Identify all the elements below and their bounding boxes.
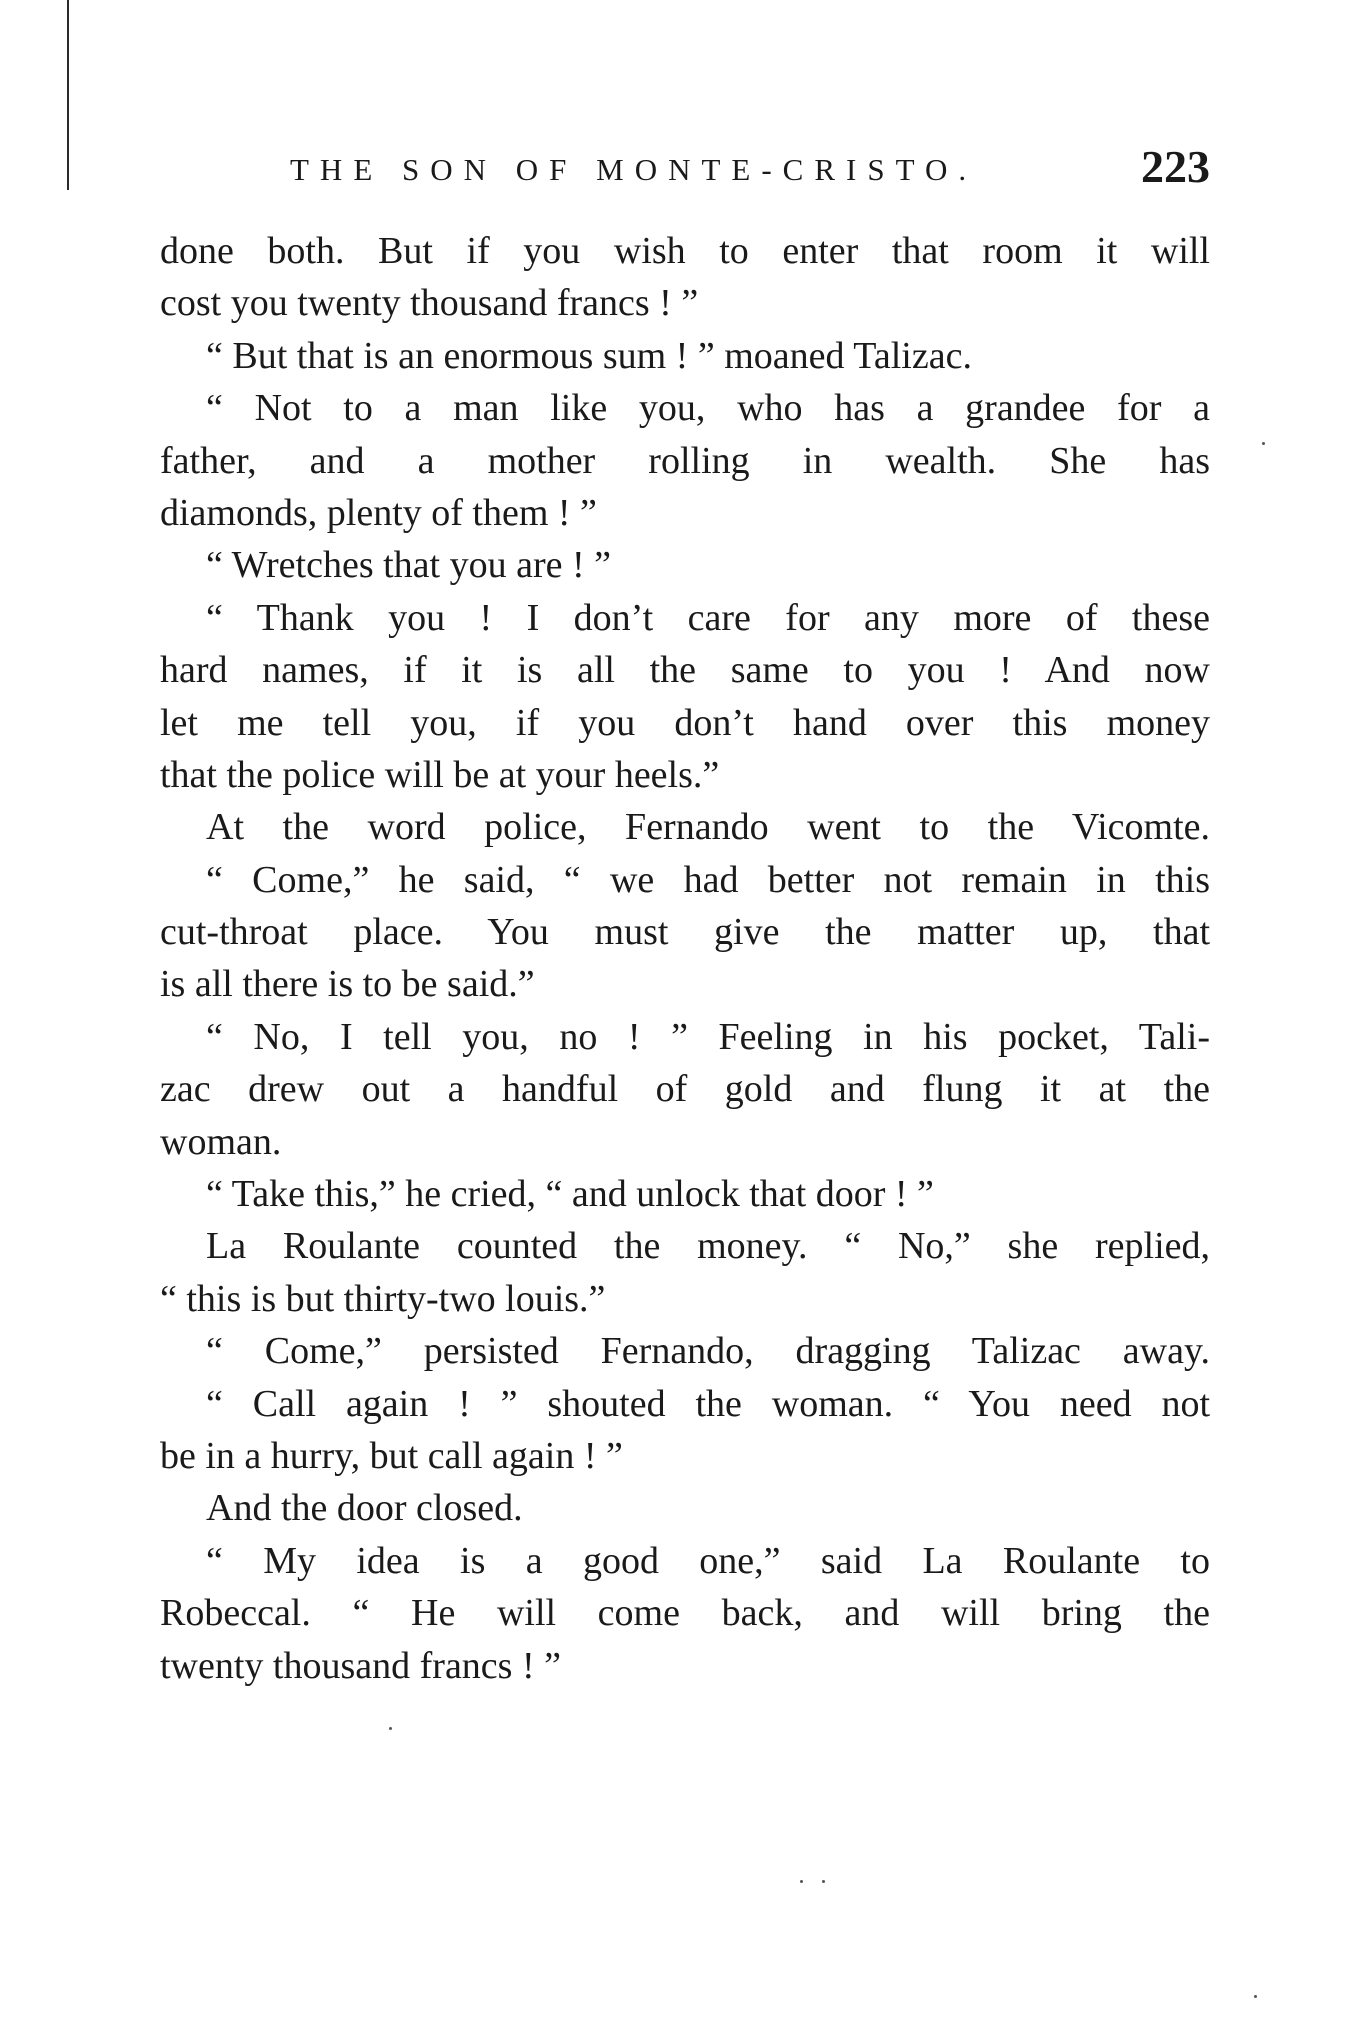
text-line: Robeccal. “ He will come back, and will bring the <box>160 1592 1210 1635</box>
running-title: THE SON OF MONTE-CRISTO. <box>290 152 978 187</box>
gutter-line <box>67 0 69 190</box>
text-line: woman. <box>160 1120 282 1163</box>
text-line: be in a hurry, but call again ! ” <box>160 1434 623 1477</box>
text-line: let me tell you, if you don’t hand over this money <box>160 701 1210 744</box>
text-line: “ Call again ! ” shouted the woman. “ You need not <box>206 1382 1210 1425</box>
print-speck <box>1254 1995 1257 1998</box>
text-line: father, and a mother rolling in wealth. She has <box>160 439 1210 482</box>
print-speck <box>822 1880 825 1883</box>
body-text <box>160 225 1210 1692</box>
text-line: “ Come,” persisted Fernando, dragging Talizac away. <box>206 1330 1210 1373</box>
text-line: zac drew out a handful of gold and flung it at the <box>160 1068 1210 1111</box>
text-line: “ Thank you ! I don’t care for any more of these <box>206 596 1210 639</box>
text-line: “ Not to a man like you, who has a grandee for a <box>206 387 1210 430</box>
text-line: “ Take this,” he cried, “ and unlock that door ! ” <box>206 1173 934 1216</box>
text-line: La Roulante counted the money. “ No,” she replied, <box>206 1225 1210 1268</box>
text-line: cut-throat place. You must give the matter up, that <box>160 911 1210 954</box>
text-line: And the door closed. <box>206 1487 523 1530</box>
text-line: done both. But if you wish to enter that room it will <box>160 230 1210 272</box>
text-line: twenty thousand francs ! ” <box>160 1644 561 1687</box>
running-head <box>160 140 1210 200</box>
text-line: “ No, I tell you, no ! ” Feeling in his pocket, Tali- <box>206 1015 1210 1058</box>
print-speck <box>389 1727 392 1730</box>
print-speck <box>800 1880 803 1883</box>
text-line: “ Come,” he said, “ we had better not remain in this <box>206 858 1210 901</box>
text-line: hard names, if it is all the same to you ! And now <box>160 649 1210 692</box>
text-line: that the police will be at your heels.” <box>160 753 720 796</box>
text-line: “ But that is an enormous sum ! ” moaned Talizac. <box>206 334 972 377</box>
text-line: “ My idea is a good one,” said La Roulante to <box>206 1539 1210 1582</box>
text-line: cost you twenty thousand francs ! ” <box>160 282 699 325</box>
text-line: “ this is but thirty-two louis.” <box>160 1277 606 1320</box>
page-number: 223 <box>1141 141 1210 192</box>
text-line: “ Wretches that you are ! ” <box>206 544 612 587</box>
text-line: is all there is to be said.” <box>160 963 535 1006</box>
text-line: At the word police, Fernando went to the Vicomte. <box>206 806 1210 849</box>
text-line: diamonds, plenty of them ! ” <box>160 491 597 534</box>
print-speck <box>1262 442 1265 445</box>
